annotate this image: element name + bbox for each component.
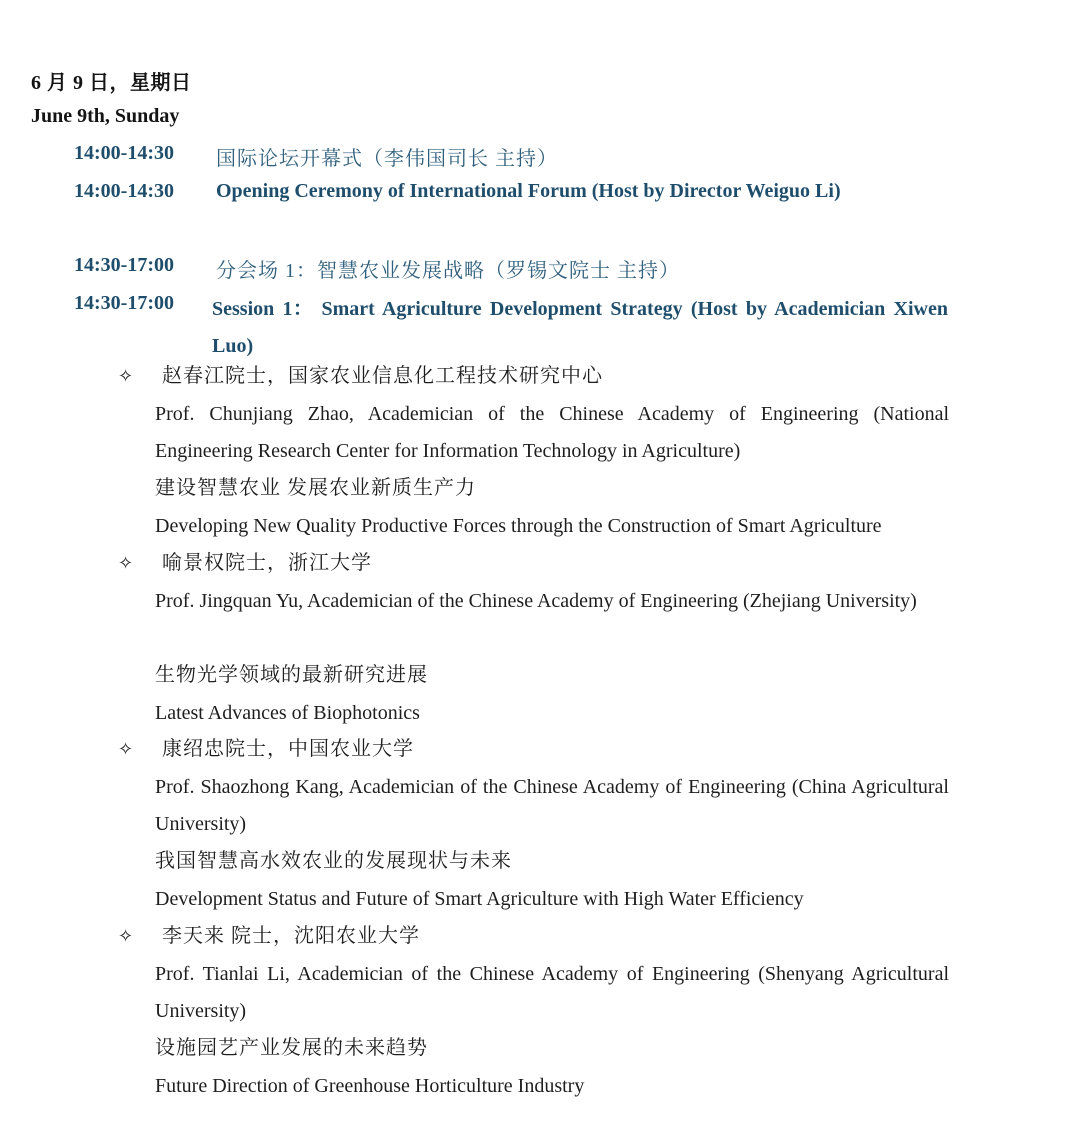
speaker-name-cn: 康绍忠院士，中国农业大学 [162,738,414,760]
talk-title-en: Developing New Quality Productive Forces through the Construction of Smart Agriculture [155,515,882,537]
date-heading-en: June 9th, Sunday [31,105,180,127]
diamond-bullet-icon: ✧ [118,926,134,947]
speaker-name-cn: 喻景权院士，浙江大学 [162,552,372,574]
session-title-cn: 国际论坛开幕式（李伟国司长 主持） [216,148,558,170]
speaker-name-cn: 李天来 院士，沈阳农业大学 [162,925,420,947]
session-title-en: Opening Ceremony of International Forum (Host by Director Weiguo Li) [216,180,841,202]
speaker-affiliation-en: Prof. Chunjiang Zhao, Academician of the Chinese Academy of Engineering (National Engineering Research Center for Information Technology in Agriculture) [155,403,949,462]
talk-title-cn: 生物光学领域的最新研究进展 [155,664,428,686]
talk-title-cn: 我国智慧高水效农业的发展现状与未来 [155,850,512,872]
session-title-cn: 分会场 1：智慧农业发展战略（罗锡文院士 主持） [216,260,680,282]
diamond-bullet-icon: ✧ [118,739,134,760]
date-heading-cn: 6 月 9 日，星期日 [31,72,192,94]
speaker-affiliation-en: Prof. Jingquan Yu, Academician of the Chinese Academy of Engineering (Zhejiang University) [155,590,917,612]
time-slot: 14:30-17:00 [74,254,174,276]
time-slot: 14:30-17:00 [74,292,174,314]
time-slot: 14:00-14:30 [74,142,174,164]
speaker-name-cn: 赵春江院士，国家农业信息化工程技术研究中心 [162,365,603,387]
talk-title-en: Latest Advances of Biophotonics [155,702,420,724]
speaker-affiliation-en: Prof. Shaozhong Kang, Academician of the Chinese Academy of Engineering (China Agricultural University) [155,776,949,835]
talk-title-cn: 建设智慧农业 发展农业新质生产力 [155,477,476,499]
time-slot: 14:00-14:30 [74,180,174,202]
talk-title-en: Development Status and Future of Smart Agriculture with High Water Efficiency [155,888,804,910]
talk-title-cn: 设施园艺产业发展的未来趋势 [155,1037,428,1059]
speaker-affiliation-en: Prof. Tianlai Li, Academician of the Chinese Academy of Engineering (Shenyang Agricultural University) [155,963,949,1022]
diamond-bullet-icon: ✧ [118,366,134,387]
diamond-bullet-icon: ✧ [118,553,134,574]
session-title-en: Session 1： Smart Agriculture Development Strategy (Host by Academician Xiwen Luo) [212,298,948,357]
talk-title-en: Future Direction of Greenhouse Horticulture Industry [155,1075,585,1097]
